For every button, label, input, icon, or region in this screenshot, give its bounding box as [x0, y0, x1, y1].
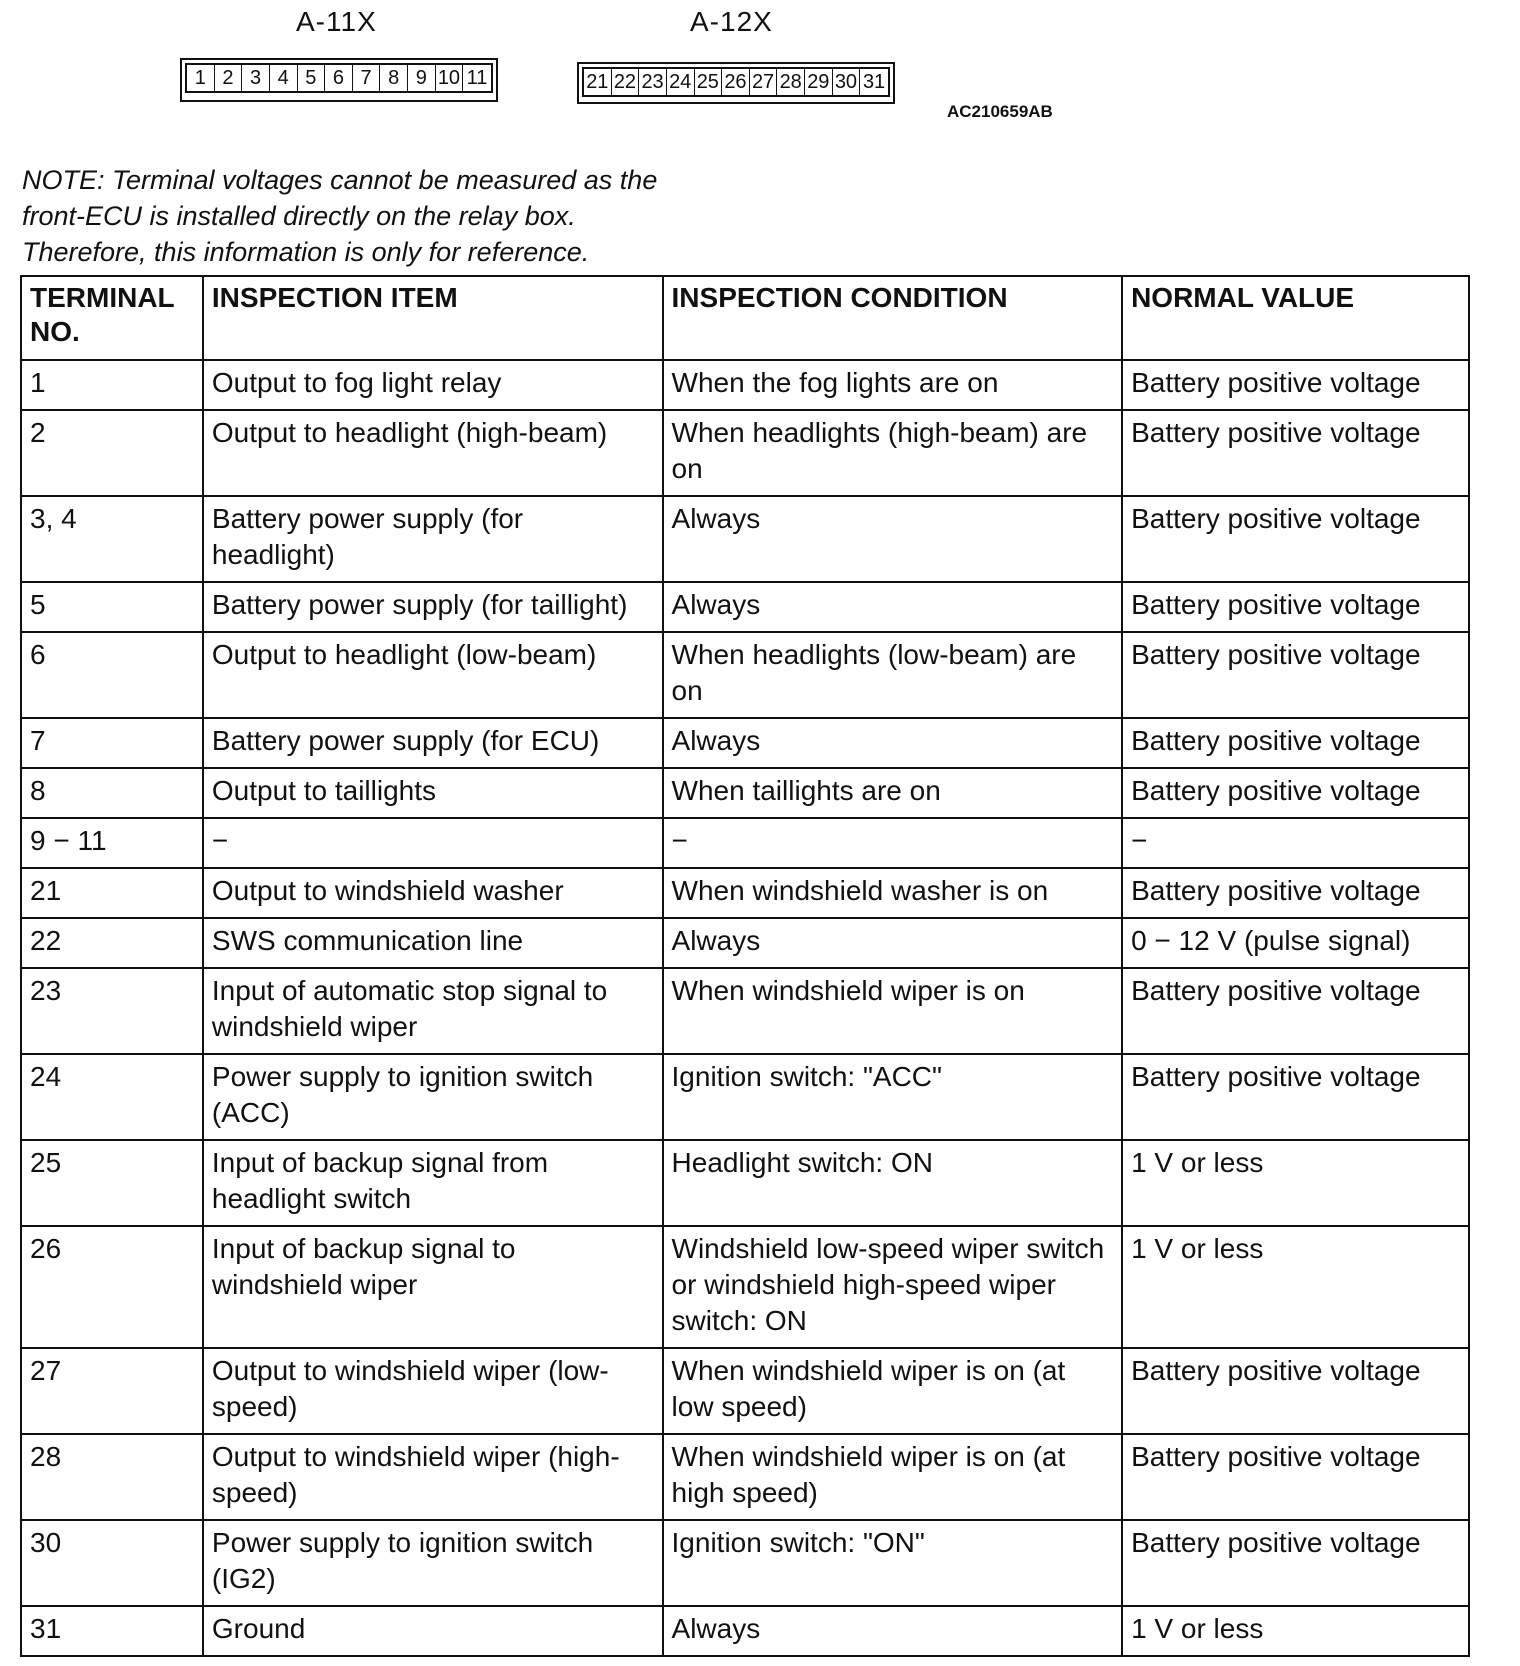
table-row [21, 718, 1469, 768]
inspection-item-cell: Battery power supply (for taillight) [203, 582, 663, 632]
terminal-no-cell: 30 [21, 1520, 203, 1606]
inspection-condition-cell: Ignition switch: "ON" [663, 1520, 1123, 1606]
inspection-condition-cell: When the fog lights are on [663, 360, 1123, 410]
table-row [21, 1054, 1469, 1140]
connector-pin: 5 [298, 65, 326, 91]
inspection-condition-cell: When taillights are on [663, 768, 1123, 818]
inspection-item-cell: Output to fog light relay [203, 360, 663, 410]
table-row [21, 496, 1469, 582]
inspection-item-cell: Battery power supply (for headlight) [203, 496, 663, 582]
inspection-item-cell: Ground [203, 1606, 663, 1656]
connector-pin: 6 [325, 65, 353, 91]
figure-code: AC210659AB [947, 102, 1053, 121]
connector-a11x-label: A-11X [296, 6, 377, 37]
header-inspection-item: INSPECTION ITEM [203, 276, 663, 360]
inspection-condition-cell: Headlight switch: ON [663, 1140, 1123, 1226]
table-row [21, 1226, 1469, 1348]
connector-pin: 28 [777, 69, 805, 95]
inspection-item-cell: Power supply to ignition switch (IG2) [203, 1520, 663, 1606]
table-row [21, 1520, 1469, 1606]
table-row [21, 410, 1469, 496]
header-terminal-no: TERMINAL NO. [21, 276, 203, 360]
header-inspection-condition: INSPECTION CONDITION [663, 276, 1123, 360]
inspection-condition-cell: Always [663, 1606, 1123, 1656]
terminal-no-cell: 3, 4 [21, 496, 203, 582]
inspection-condition-cell: When windshield wiper is on [663, 968, 1123, 1054]
inspection-condition-cell: Windshield low-speed wiper switch or windshield high-speed wiper switch: ON [663, 1226, 1123, 1348]
normal-value-cell: 1 V or less [1122, 1606, 1469, 1656]
inspection-item-cell: Output to taillights [203, 768, 663, 818]
normal-value-cell: Battery positive voltage [1122, 632, 1469, 718]
terminal-no-cell: 21 [21, 868, 203, 918]
inspection-item-cell: Power supply to ignition switch (ACC) [203, 1054, 663, 1140]
connector-pin: 31 [862, 71, 886, 93]
normal-value-cell: Battery positive voltage [1122, 360, 1469, 410]
terminal-no-cell: 9 − 11 [21, 818, 203, 868]
connector-pin: 4 [270, 65, 298, 91]
normal-value-cell: Battery positive voltage [1122, 582, 1469, 632]
terminal-no-cell: 23 [21, 968, 203, 1054]
table-row [21, 1434, 1469, 1520]
connector-pin: 9 [408, 65, 436, 91]
connector-pin: 26 [722, 69, 750, 95]
normal-value-cell: Battery positive voltage [1122, 410, 1469, 496]
inspection-item-cell: Input of backup signal to windshield wiper [203, 1226, 663, 1348]
normal-value-cell: − [1122, 818, 1469, 868]
inspection-item-cell: Output to windshield washer [203, 868, 663, 918]
terminal-no-cell: 8 [21, 768, 203, 818]
table-row [21, 360, 1469, 410]
inspection-condition-cell: Always [663, 718, 1123, 768]
terminal-no-cell: 31 [21, 1606, 203, 1656]
inspection-condition-cell: When headlights (high-beam) are on [663, 410, 1123, 496]
header-normal-value: NORMAL VALUE [1122, 276, 1469, 360]
connector-pin: 25 [695, 69, 723, 95]
inspection-condition-cell: Always [663, 918, 1123, 968]
normal-value-cell: Battery positive voltage [1122, 1434, 1469, 1520]
terminal-no-cell: 24 [21, 1054, 203, 1140]
normal-value-cell: 1 V or less [1122, 1226, 1469, 1348]
connector-pin: 10 [436, 65, 464, 91]
normal-value-cell: Battery positive voltage [1122, 768, 1469, 818]
inspection-condition-cell: Always [663, 582, 1123, 632]
table-row [21, 1606, 1469, 1656]
inspection-item-cell: Output to headlight (low-beam) [203, 632, 663, 718]
inspection-condition-cell: When headlights (low-beam) are on [663, 632, 1123, 718]
connector-pin: 8 [380, 65, 408, 91]
table-row [21, 868, 1469, 918]
inspection-condition-cell: When windshield wiper is on (at low speed) [663, 1348, 1123, 1434]
table-row [21, 1140, 1469, 1226]
connector-a11x-pins [185, 63, 493, 93]
table-row [21, 768, 1469, 818]
inspection-item-cell: Output to windshield wiper (low-speed) [203, 1348, 663, 1434]
inspection-item-cell: Battery power supply (for ECU) [203, 718, 663, 768]
table-row [21, 968, 1469, 1054]
normal-value-cell: Battery positive voltage [1122, 1348, 1469, 1434]
normal-value-cell: 0 − 12 V (pulse signal) [1122, 918, 1469, 968]
terminal-no-cell: 7 [21, 718, 203, 768]
table-row [21, 632, 1469, 718]
connector-pin: 23 [639, 69, 667, 95]
inspection-item-cell: Output to headlight (high-beam) [203, 410, 663, 496]
inspection-item-cell: Output to windshield wiper (high-speed) [203, 1434, 663, 1520]
inspection-item-cell: Input of automatic stop signal to windshield wiper [203, 968, 663, 1054]
normal-value-cell: Battery positive voltage [1122, 1054, 1469, 1140]
terminal-no-cell: 22 [21, 918, 203, 968]
inspection-condition-cell: When windshield washer is on [663, 868, 1123, 918]
normal-value-cell: Battery positive voltage [1122, 868, 1469, 918]
inspection-condition-cell: − [663, 818, 1123, 868]
inspection-item-cell: Input of backup signal from headlight switch [203, 1140, 663, 1226]
connector-pin: 3 [242, 65, 270, 91]
table-row [21, 1348, 1469, 1434]
normal-value-cell: Battery positive voltage [1122, 496, 1469, 582]
normal-value-cell: Battery positive voltage [1122, 968, 1469, 1054]
terminal-no-cell: 6 [21, 632, 203, 718]
connector-pin: 1 [187, 65, 215, 91]
inspection-condition-cell: Ignition switch: "ACC" [663, 1054, 1123, 1140]
connector-pin: 21 [584, 69, 612, 95]
table-row [21, 918, 1469, 968]
terminal-no-cell: 2 [21, 410, 203, 496]
inspection-condition-cell: When windshield wiper is on (at high speed) [663, 1434, 1123, 1520]
terminal-no-cell: 1 [21, 360, 203, 410]
reference-note: NOTE: Terminal voltages cannot be measured as the front-ECU is installed directly on the relay box. Therefore, this information is only for reference. [22, 165, 658, 267]
terminal-no-cell: 5 [21, 582, 203, 632]
terminal-no-cell: 28 [21, 1434, 203, 1520]
connector-pin: 30 [833, 69, 861, 95]
connector-pin: 22 [612, 69, 640, 95]
connector-pin: 29 [805, 69, 833, 95]
inspection-item-cell: − [203, 818, 663, 868]
connector-pin: 7 [353, 65, 381, 91]
table-row [21, 582, 1469, 632]
normal-value-cell: Battery positive voltage [1122, 1520, 1469, 1606]
inspection-item-cell: SWS communication line [203, 918, 663, 968]
terminal-no-cell: 25 [21, 1140, 203, 1226]
terminal-table [20, 275, 1470, 1657]
connector-a12x-pins [582, 67, 890, 97]
connector-pin: 27 [750, 69, 778, 95]
normal-value-cell: 1 V or less [1122, 1140, 1469, 1226]
terminal-no-cell: 26 [21, 1226, 203, 1348]
inspection-condition-cell: Always [663, 496, 1123, 582]
connector-pin: 24 [667, 69, 695, 95]
connector-pin: 11 [466, 67, 488, 89]
connector-a12x-label: A-12X [690, 6, 773, 37]
terminal-no-cell: 27 [21, 1348, 203, 1434]
table-row [21, 818, 1469, 868]
connector-pin: 2 [215, 65, 243, 91]
normal-value-cell: Battery positive voltage [1122, 718, 1469, 768]
table-header-row [21, 276, 1469, 360]
